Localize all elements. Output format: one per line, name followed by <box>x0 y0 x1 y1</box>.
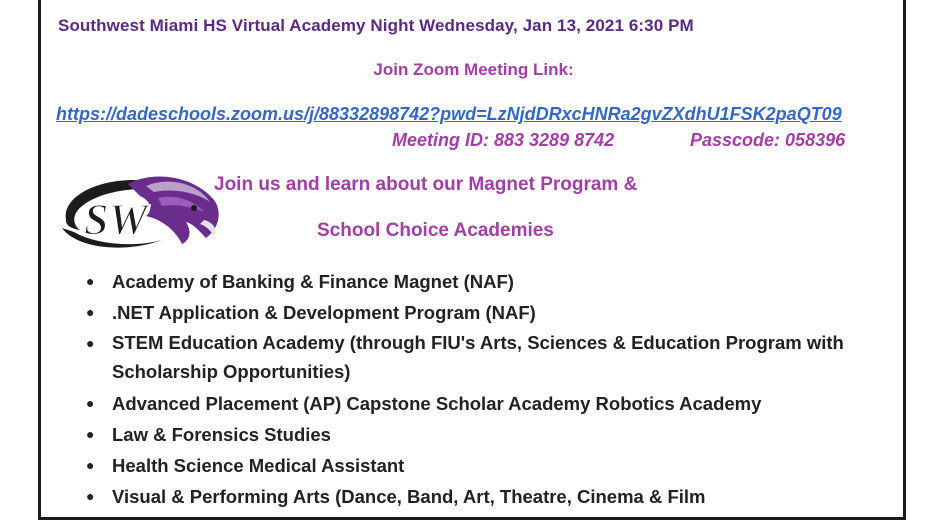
list-item: ● Advanced Placement (AP) Capstone Scholar Academy Robotics Academy <box>86 388 896 419</box>
logo-letters: SW <box>84 195 148 244</box>
bullet-icon: ● <box>86 426 95 442</box>
list-item: ● Law & Forensics Studies <box>86 419 896 450</box>
bullet-icon: ● <box>86 273 95 289</box>
list-item: ● Health Science Medical Assistant <box>86 450 896 481</box>
list-item: ● STEM Education Academy (through FIU's Arts, Sciences & Education Program with Scholarship Opportunities) <box>86 328 896 386</box>
meeting-id: Meeting ID: 883 3289 8742 <box>392 130 615 150</box>
bullet-icon: ● <box>86 395 95 411</box>
list-item: ● .NET Application & Development Program (NAF) <box>86 297 896 328</box>
event-title: Southwest Miami HS Virtual Academy Night Wednesday, Jan 13, 2021 6:30 PM <box>58 16 694 35</box>
list-item: ● Academy of Banking & Finance Magnet (NAF) <box>86 266 896 297</box>
zoom-meeting-link[interactable]: https://dadeschools.zoom.us/j/88332898742?pwd=LzNjdDRxcHNRa2gvZXdhU1FSK2paQT09 <box>56 104 842 124</box>
bullet-icon: ● <box>86 304 95 320</box>
headline-line-1: Join us and learn about our Magnet Program & <box>214 174 638 195</box>
eagle-logo-icon <box>54 162 224 258</box>
bullet-icon: ● <box>86 457 95 473</box>
passcode: Passcode: 058396 <box>690 130 846 150</box>
list-item: ● Visual & Performing Arts (Dance, Band, Art, Theatre, Cinema & Film <box>86 481 896 512</box>
program-list <box>86 266 896 512</box>
join-zoom-label: Join Zoom Meeting Link: <box>373 60 574 79</box>
bullet-icon: ● <box>86 488 95 504</box>
headline-line-2: School Choice Academies <box>317 220 554 241</box>
bullet-icon: ● <box>86 335 95 351</box>
